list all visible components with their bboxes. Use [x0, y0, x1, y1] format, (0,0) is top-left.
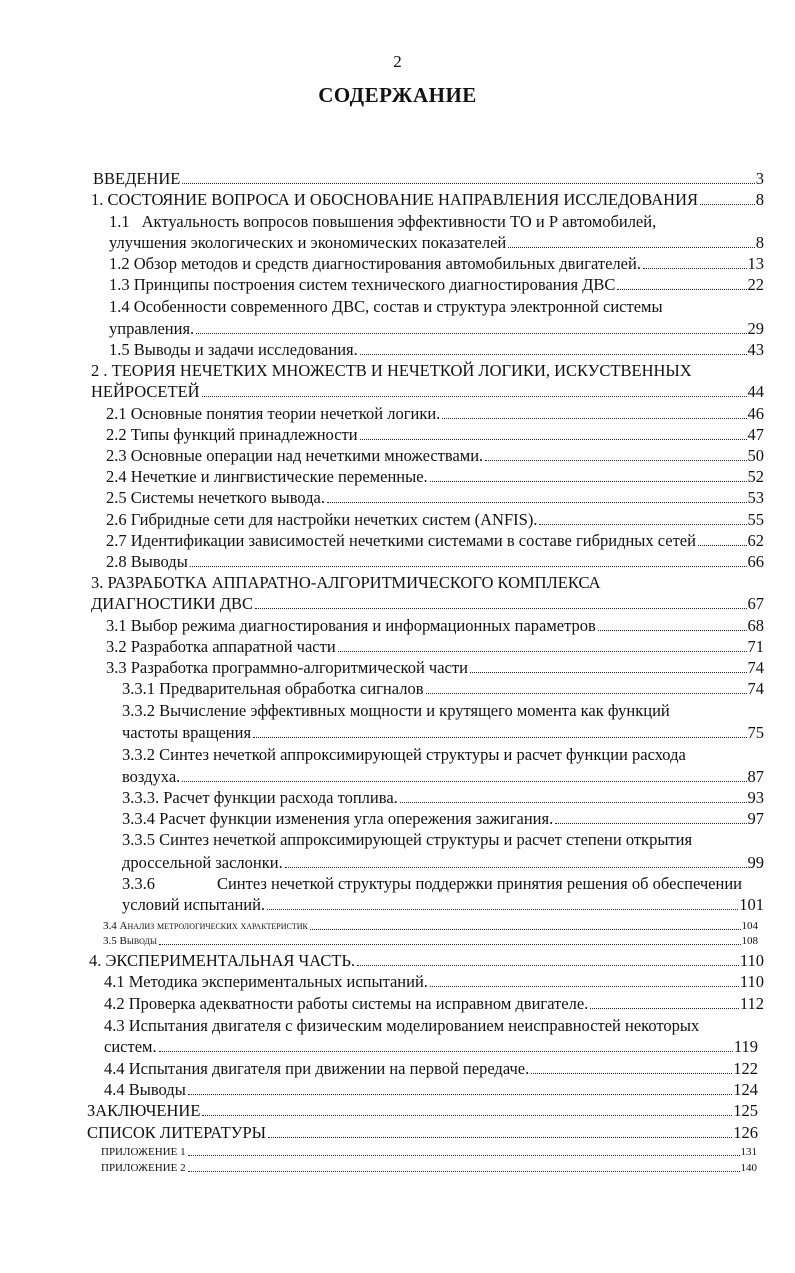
toc-entry-1-3	[109, 274, 764, 295]
dot-leader	[617, 289, 746, 290]
toc-entry-3-3-2b-line2	[122, 766, 764, 787]
dot-leader	[531, 1073, 732, 1074]
dot-leader	[310, 929, 741, 930]
toc-entry-chapter-2-line1	[91, 360, 692, 381]
toc-entry-2-5	[106, 487, 764, 508]
toc-entry-text: воздуха.	[122, 767, 181, 786]
toc-entry-text: 3.2 Разработка аппаратной части	[106, 637, 336, 656]
toc-entry-chapter-2-line2	[91, 381, 764, 402]
toc-entry-text: 4.4 Выводы	[104, 1080, 186, 1099]
toc-entry-3-3-1	[122, 678, 764, 699]
toc-entry-text: 4.1 Методика экспериментальных испытаний.	[104, 972, 428, 991]
toc-page-number: 66	[747, 552, 764, 571]
toc-entry-text: ДИАГНОСТИКИ ДВС	[91, 594, 253, 613]
dot-leader	[357, 965, 739, 966]
toc-page-number: 43	[747, 340, 764, 359]
toc-entry-text: частоты вращения	[122, 723, 252, 742]
toc-entry-1-4-line2	[109, 318, 764, 339]
toc-page-number: 50	[747, 446, 764, 465]
toc-entry-3-5	[103, 934, 758, 948]
toc-entry-text: ПРИЛОЖЕНИЕ 1	[101, 1146, 186, 1158]
toc-entry-3-2	[106, 636, 764, 657]
toc-page-number: 124	[733, 1080, 758, 1099]
toc-entry-text: 3.3.3. Расчет функции расхода топлива.	[122, 788, 398, 807]
toc-entry-3-3	[106, 657, 764, 678]
dot-leader	[598, 630, 747, 631]
toc-page-number: 125	[733, 1101, 758, 1120]
toc-page-number: 53	[747, 488, 764, 507]
toc-page-number: 122	[733, 1059, 758, 1078]
toc-entry-text: 2.1 Основные понятия теории нечеткой логики.	[106, 404, 441, 423]
toc-entry-4-3-line2	[104, 1036, 758, 1057]
toc-entry-text: СПИСОК ЛИТЕРАТУРЫ	[87, 1123, 267, 1142]
toc-entry-chapter-1	[91, 189, 764, 210]
toc-page-number: 62	[747, 531, 764, 550]
toc-page-number: 110	[739, 951, 764, 970]
toc-page-number: 13	[747, 254, 764, 273]
toc-entry-text: 3.3.1 Предварительная обработка сигналов	[122, 679, 424, 698]
toc-entry-chapter-4	[89, 950, 764, 971]
dot-leader	[700, 204, 755, 205]
dot-leader	[188, 1171, 740, 1172]
toc-page-number: 131	[740, 1146, 757, 1158]
toc-entry-references	[87, 1122, 758, 1143]
toc-page-number: 108	[741, 935, 758, 947]
toc-entry-text: 1.3 Принципы построения систем технического диагностирования ДВС	[109, 275, 616, 294]
toc-entry-chapter-3-line1	[91, 572, 601, 593]
toc-page-number: 46	[747, 404, 764, 423]
toc-entry-3-3-6-line1	[122, 873, 742, 894]
dot-leader	[360, 354, 747, 355]
toc-page-number: 87	[747, 767, 764, 786]
toc-entry-text: 2 . ТЕОРИЯ НЕЧЕТКИХ МНОЖЕСТВ И НЕЧЕТКОЙ ЛОГИКИ, ИСКУСТВЕННЫХ	[91, 361, 692, 380]
toc-entry-text: ЗАКЛЮЧЕНИЕ	[87, 1101, 201, 1120]
dot-leader	[327, 502, 746, 503]
dot-leader	[590, 1008, 739, 1009]
toc-page-number: 99	[747, 853, 764, 872]
dot-leader	[539, 524, 746, 525]
toc-page-number: 119	[733, 1037, 758, 1056]
toc-entry-text: дроссельной заслонки.	[122, 853, 283, 872]
toc-page-number: 52	[747, 467, 764, 486]
dot-leader	[442, 418, 746, 419]
toc-entry-text: 1.2 Обзор методов и средств диагностирования автомобильных двигателей.	[109, 254, 641, 273]
toc-entry-text: 1. СОСТОЯНИЕ ВОПРОСА И ОБОСНОВАНИЕ НАПРАВЛЕНИЯ ИССЛЕДОВАНИЯ	[91, 190, 699, 209]
page-title: СОДЕРЖАНИЕ	[318, 83, 477, 107]
toc-page-number: 47	[747, 425, 764, 444]
toc-entry-text: условий испытаний.	[122, 895, 266, 914]
dot-leader	[508, 247, 755, 248]
toc-entry-text: 2.4 Нечеткие и лингвистические переменные.	[106, 467, 428, 486]
toc-entry-text: 2.5 Системы нечеткого вывода.	[106, 488, 326, 507]
toc-entry-4-4a	[104, 1058, 758, 1079]
toc-page-number: 67	[747, 594, 764, 613]
toc-page-number: 93	[747, 788, 764, 807]
toc-page-number: 8	[755, 233, 764, 252]
toc-entry-3-3-6-line2	[122, 894, 764, 915]
toc-page-number: 97	[747, 809, 764, 828]
dot-leader	[255, 608, 747, 609]
toc-entry-1-4-line1	[109, 296, 663, 317]
toc-entry-1-2	[109, 253, 764, 274]
dot-leader	[470, 672, 747, 673]
toc-entry-3-3-2a-line2	[122, 722, 764, 743]
dot-leader	[400, 802, 747, 803]
toc-entry-1-5	[109, 339, 764, 360]
toc-entry-text: 1.4 Особенности современного ДВС, состав и структура электронной системы	[109, 297, 663, 316]
dot-leader	[190, 566, 747, 567]
toc-entry-4-2	[104, 993, 764, 1014]
toc-entry-text: 3.3.2 Синтез нечеткой аппроксимирующей структуры и расчет функции расхода	[122, 745, 686, 764]
dot-leader	[182, 183, 754, 184]
toc-entry-text: 1.5 Выводы и задачи исследования.	[109, 340, 358, 359]
dot-leader	[188, 1155, 740, 1156]
dot-leader	[430, 986, 739, 987]
toc-page-number: 22	[747, 275, 764, 294]
toc-page-number: 74	[747, 658, 764, 677]
toc-entry-text: улучшения экологических и экономических показателей	[109, 233, 507, 252]
toc-entry-text: 3.4 Анализ метрологических характеристик	[103, 920, 308, 932]
toc-entry-3-3-5-line2	[122, 852, 764, 873]
toc-entry-text: 3.1 Выбор режима диагностирования и информационных параметров	[106, 616, 596, 635]
dot-leader	[202, 1115, 732, 1116]
toc-entry-text: систем.	[104, 1037, 157, 1056]
toc-page-number: 74	[747, 679, 764, 698]
dot-leader	[159, 944, 741, 945]
toc-entry-text: ВВЕДЕНИЕ	[93, 169, 181, 188]
dot-leader	[643, 268, 747, 269]
dot-leader	[188, 1094, 732, 1095]
toc-entry-text: 2.6 Гибридные сети для настройки нечетких систем (ANFIS).	[106, 510, 538, 529]
toc-page-number: 101	[739, 895, 764, 914]
toc-page-number: 75	[747, 723, 764, 742]
toc-entry-appendix-1	[101, 1145, 757, 1159]
toc-entry-1-1-line2	[109, 232, 764, 253]
dot-leader	[202, 396, 747, 397]
toc-entry-number: 1.1	[109, 212, 130, 231]
toc-page-number: 140	[740, 1162, 757, 1174]
toc-entry-text: 2.8 Выводы	[106, 552, 188, 571]
toc-page-number: 29	[747, 319, 764, 338]
toc-entry-conclusion	[87, 1100, 758, 1121]
toc-entry-number: 3.3.6	[122, 874, 155, 893]
toc-entry-2-7	[106, 530, 764, 551]
toc-entry-text: 2.3 Основные операции над нечеткими множествами.	[106, 446, 484, 465]
toc-page-number: 112	[739, 994, 764, 1013]
toc-entry-text: 4.4 Испытания двигателя при движении на первой передаче.	[104, 1059, 530, 1078]
dot-leader	[698, 545, 747, 546]
toc-entry-text: 3.3.4 Расчет функции изменения угла опережения зажигания.	[122, 809, 554, 828]
toc-page-number: 68	[747, 616, 764, 635]
dot-leader	[426, 693, 747, 694]
toc-entry-2-1	[106, 403, 764, 424]
toc-entry-appendix-2	[101, 1161, 757, 1175]
toc-entry-text: НЕЙРОСЕТЕЙ	[91, 382, 200, 401]
toc-page-number: 8	[755, 190, 764, 209]
dot-leader	[338, 651, 747, 652]
dot-leader	[268, 1137, 732, 1138]
toc-entry-intro	[93, 168, 764, 189]
toc-entry-3-3-2b-line1	[122, 744, 686, 765]
dot-leader	[285, 867, 747, 868]
toc-entry-4-4b	[104, 1079, 758, 1100]
toc-entry-chapter-3-line2	[91, 593, 764, 614]
toc-entry-4-1	[104, 971, 764, 992]
toc-entry-text: 3.3 Разработка программно-алгоритмической части	[106, 658, 468, 677]
toc-entry-1-1-line1	[109, 211, 656, 232]
toc-entry-text: 3. РАЗРАБОТКА АППАРАТНО-АЛГОРИТМИЧЕСКОГО КОМПЛЕКСА	[91, 573, 601, 592]
dot-leader	[485, 460, 746, 461]
toc-page-number: 3	[755, 169, 764, 188]
toc-entry-2-2	[106, 424, 764, 445]
toc-entry-text: Актуальность вопросов повышения эффективности ТО и Р автомобилей,	[141, 212, 657, 231]
toc-entry-text: 3.5 Выводы	[103, 935, 157, 947]
toc-entry-3-4	[103, 919, 758, 933]
dot-leader	[360, 439, 747, 440]
toc-page-number: 55	[747, 510, 764, 529]
toc-entry-text: 4.2 Проверка адекватности работы системы на исправном двигателе.	[104, 994, 589, 1013]
dot-leader	[555, 823, 746, 824]
toc-page-number: 104	[741, 920, 758, 932]
toc-entry-text: 3.3.5 Синтез нечеткой аппроксимирующей структуры и расчет степени открытия	[122, 830, 693, 849]
toc-entry-4-3-line1	[104, 1015, 699, 1036]
toc-page-number: 110	[739, 972, 764, 991]
toc-entry-3-1	[106, 615, 764, 636]
toc-entry-2-3	[106, 445, 764, 466]
dot-leader	[253, 737, 746, 738]
toc-entry-2-8	[106, 551, 764, 572]
toc-entry-text: 3.3.2 Вычисление эффективных мощности и крутящего момента как функций	[122, 701, 670, 720]
toc-entry-3-3-5-line1	[122, 829, 692, 850]
toc-entry-text: 2.2 Типы функций принадлежности	[106, 425, 358, 444]
dot-leader	[159, 1051, 733, 1052]
dot-leader	[430, 481, 747, 482]
dot-leader	[196, 333, 746, 334]
toc-entry-text: 2.7 Идентификации зависимостей нечеткими системами в составе гибридных сетей	[106, 531, 696, 550]
toc-page-number: 44	[747, 382, 764, 401]
dot-leader	[267, 909, 738, 910]
dot-leader	[182, 781, 746, 782]
toc-entry-3-3-2a-line1	[122, 700, 670, 721]
page-number: 2	[393, 52, 402, 71]
toc-entry-text: ПРИЛОЖЕНИЕ 2	[101, 1162, 186, 1174]
toc-page-number: 126	[733, 1123, 758, 1142]
toc-entry-text: 4.3 Испытания двигателя с физическим моделированием неисправностей некоторых	[104, 1016, 700, 1035]
toc-entry-text: 4. ЭКСПЕРИМЕНТАЛЬНАЯ ЧАСТЬ.	[89, 951, 356, 970]
toc-page-number: 71	[747, 637, 764, 656]
toc-entry-text: управления.	[109, 319, 195, 338]
toc-entry-3-3-4	[122, 808, 764, 829]
toc-entry-3-3-3	[122, 787, 764, 808]
toc-entry-text: Синтез нечеткой структуры поддержки принятия решения об обеспечении	[216, 874, 742, 893]
toc-entry-2-6	[106, 509, 764, 530]
toc-entry-2-4	[106, 466, 764, 487]
